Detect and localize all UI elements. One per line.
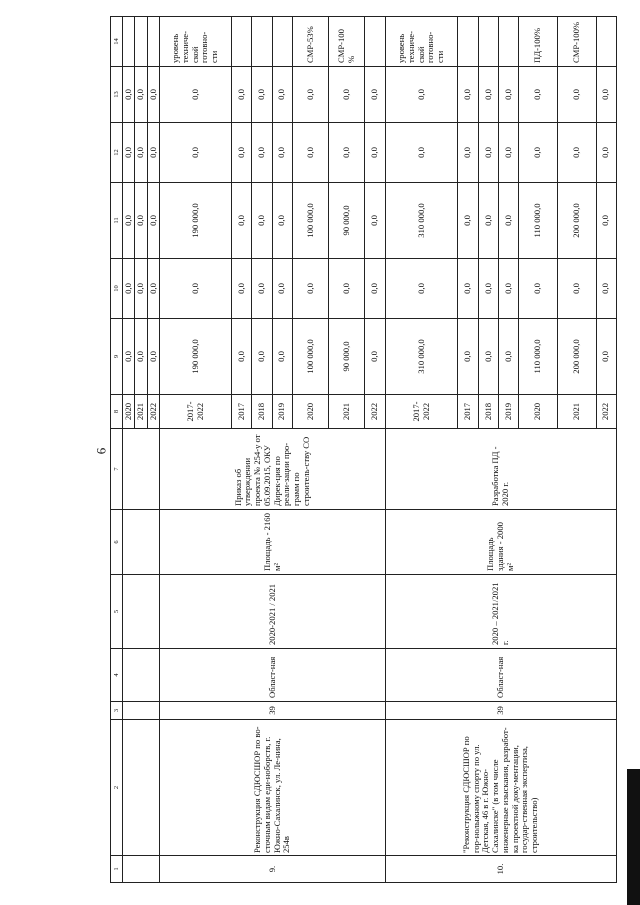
column-number: 12: [111, 123, 123, 183]
item-number: 10.: [385, 856, 616, 883]
year-cell: 2019: [499, 395, 519, 429]
value-cell: 0,0: [458, 183, 478, 259]
table-row: [385, 17, 458, 883]
scan-edge-mark: [627, 769, 640, 905]
value-cell: 0,0: [365, 123, 385, 183]
column-number: 5: [111, 575, 123, 649]
year-cell: 2017: [458, 395, 478, 429]
value-cell: 190 000,0: [160, 319, 231, 395]
item-number: 9.: [160, 856, 385, 883]
value-cell: 0,0: [557, 123, 596, 183]
item-code: 39: [385, 702, 616, 720]
note-cell: СМР-100%: [557, 17, 596, 67]
year-cell: 2018: [252, 395, 272, 429]
empty-cell: [123, 856, 160, 883]
value-cell: 0,0: [292, 67, 328, 123]
empty-cell: [123, 510, 160, 575]
value-cell: 0,0: [458, 259, 478, 319]
value-cell: 0,0: [272, 183, 292, 259]
year-cell: 2020: [292, 395, 328, 429]
value-cell: 0,0: [135, 183, 147, 259]
note-cell: [123, 17, 135, 67]
value-cell: 0,0: [231, 67, 251, 123]
value-cell: 0,0: [252, 319, 272, 395]
value-cell: 0,0: [160, 259, 231, 319]
value-cell: 0,0: [135, 67, 147, 123]
item-code: 39: [160, 702, 385, 720]
year-cell: 2022: [147, 395, 159, 429]
note-cell: [252, 17, 272, 67]
note-cell: [499, 17, 519, 67]
value-cell: 0,0: [160, 123, 231, 183]
value-cell: 0,0: [499, 183, 519, 259]
value-cell: 0,0: [123, 123, 135, 183]
value-cell: 0,0: [365, 259, 385, 319]
note-cell: [272, 17, 292, 67]
value-cell: 0,0: [596, 183, 617, 259]
value-cell: 0,0: [292, 123, 328, 183]
value-cell: 100 000,0: [292, 319, 328, 395]
value-cell: 0,0: [385, 259, 458, 319]
value-cell: 0,0: [478, 319, 498, 395]
value-cell: 0,0: [329, 67, 365, 123]
value-cell: 0,0: [499, 319, 519, 395]
value-cell: 0,0: [123, 183, 135, 259]
column-number: 6: [111, 510, 123, 575]
note-cell: ПД-100%: [519, 17, 558, 67]
value-cell: 90 000,0: [329, 319, 365, 395]
empty-cell: [123, 720, 160, 856]
value-cell: 0,0: [365, 183, 385, 259]
column-number: 2: [111, 720, 123, 856]
value-cell: 0,0: [231, 183, 251, 259]
note-cell: СМР-100 %: [329, 17, 365, 67]
value-cell: 0,0: [478, 259, 498, 319]
column-number-row: [111, 17, 123, 883]
note-cell: [135, 17, 147, 67]
value-cell: 0,0: [519, 67, 558, 123]
value-cell: 0,0: [272, 123, 292, 183]
value-cell: 0,0: [458, 67, 478, 123]
empty-cell: [123, 429, 160, 510]
value-cell: 0,0: [292, 259, 328, 319]
value-cell: 0,0: [147, 319, 159, 395]
value-cell: 0,0: [596, 319, 617, 395]
value-cell: 0,0: [365, 319, 385, 395]
value-cell: 0,0: [147, 259, 159, 319]
item-period: 2020 – 2021/2021 г.: [385, 575, 616, 649]
value-cell: 0,0: [478, 123, 498, 183]
item-capacity: Площадь здания - 2000 м²: [385, 510, 616, 575]
value-cell: 310 000,0: [385, 319, 458, 395]
value-cell: 0,0: [272, 67, 292, 123]
item-basis: Приказ об утверждении проекта № 254-у от 05.09.2015, ОКУ Дирек-ция по реали-зации про-грамм по строитель-ству СО: [160, 429, 385, 510]
value-cell: 200 000,0: [557, 183, 596, 259]
note-cell: [478, 17, 498, 67]
year-cell: 2017: [231, 395, 251, 429]
value-cell: 0,0: [519, 259, 558, 319]
value-cell: 0,0: [147, 183, 159, 259]
item-budget-level: Област-ная: [160, 649, 385, 702]
year-cell: 2020: [123, 395, 135, 429]
value-cell: 0,0: [160, 67, 231, 123]
column-number: 9: [111, 319, 123, 395]
value-cell: 0,0: [499, 67, 519, 123]
value-cell: 0,0: [385, 123, 458, 183]
year-cell: 2022: [596, 395, 617, 429]
value-cell: 0,0: [147, 67, 159, 123]
value-cell: 0,0: [231, 123, 251, 183]
note-cell: СМР-53%: [292, 17, 328, 67]
item-basis: Разработка ПД - 2020 г.: [385, 429, 616, 510]
item-period: 2020-2021 / 2021: [160, 575, 385, 649]
value-cell: 0,0: [272, 259, 292, 319]
value-cell: 0,0: [123, 319, 135, 395]
year-cell: 2018: [478, 395, 498, 429]
value-cell: 190 000,0: [160, 183, 231, 259]
item-name: [385, 720, 616, 856]
column-number: 7: [111, 429, 123, 510]
value-cell: 0,0: [135, 319, 147, 395]
item-name-part: Сахалинске" (в том числе инженерные изыскания, разработ-ка проектной доку-ментации, государ-ственная экспертиза, строительство): [490, 727, 539, 853]
table-row: [160, 17, 231, 883]
item-name-part: "Реконструкция СДЮСШОР по гор-нолыжному спорту по ул. Детская, 46 в г. Южно-: [461, 736, 491, 853]
year-cell: 2017-2022: [160, 395, 231, 429]
value-cell: 0,0: [252, 259, 272, 319]
column-number: 10: [111, 259, 123, 319]
value-cell: 0,0: [252, 67, 272, 123]
value-cell: 0,0: [252, 123, 272, 183]
value-cell: 0,0: [596, 123, 617, 183]
value-cell: 0,0: [231, 259, 251, 319]
value-cell: 0,0: [385, 67, 458, 123]
value-cell: 0,0: [458, 319, 478, 395]
empty-cell: [123, 649, 160, 702]
value-cell: 0,0: [123, 259, 135, 319]
item-capacity: Площадь - 2160 м²: [160, 510, 385, 575]
column-number: 14: [111, 17, 123, 67]
year-cell: 2021: [557, 395, 596, 429]
value-cell: 0,0: [557, 259, 596, 319]
year-cell: 2017-2022: [385, 395, 458, 429]
column-number: 11: [111, 183, 123, 259]
note-cell: [458, 17, 478, 67]
note-cell: уровень техниче-ской готовно-сти: [160, 17, 231, 67]
empty-cell: [123, 575, 160, 649]
value-cell: 0,0: [135, 259, 147, 319]
value-cell: 200 000,0: [557, 319, 596, 395]
rotated-table-sheet: [110, 17, 617, 883]
year-cell: 2021: [329, 395, 365, 429]
year-cell: 2019: [272, 395, 292, 429]
value-cell: 0,0: [135, 123, 147, 183]
value-cell: 0,0: [596, 259, 617, 319]
value-cell: 0,0: [557, 67, 596, 123]
year-cell: 2020: [519, 395, 558, 429]
value-cell: 0,0: [499, 123, 519, 183]
year-cell: 2022: [365, 395, 385, 429]
value-cell: 310 000,0: [385, 183, 458, 259]
column-number: 4: [111, 649, 123, 702]
value-cell: 0,0: [147, 123, 159, 183]
value-cell: 0,0: [272, 319, 292, 395]
value-cell: 0,0: [123, 67, 135, 123]
item-budget-level: Област-ная: [385, 649, 616, 702]
value-cell: 0,0: [519, 123, 558, 183]
value-cell: 90 000,0: [329, 183, 365, 259]
table-row: [123, 17, 135, 883]
item-name: Реконструкция СДЮСШОР по во-сточным видам еди-ноборств, г. Южно-Сахалинск, ул. Ле-нина, 254в: [160, 720, 385, 856]
column-number: 13: [111, 67, 123, 123]
value-cell: 110 000,0: [519, 319, 558, 395]
value-cell: 0,0: [329, 123, 365, 183]
column-number: 3: [111, 702, 123, 720]
empty-cell: [123, 702, 160, 720]
value-cell: 0,0: [499, 259, 519, 319]
value-cell: 0,0: [478, 67, 498, 123]
value-cell: 0,0: [252, 183, 272, 259]
note-cell: [365, 17, 385, 67]
value-cell: 0,0: [458, 123, 478, 183]
note-cell: уровень техниче-ской готовно-сти: [385, 17, 458, 67]
value-cell: 0,0: [478, 183, 498, 259]
note-cell: [147, 17, 159, 67]
year-cell: 2021: [135, 395, 147, 429]
program-table: [110, 16, 617, 883]
note-cell: [596, 17, 617, 67]
column-number: 1: [111, 856, 123, 883]
value-cell: 100 000,0: [292, 183, 328, 259]
value-cell: 0,0: [231, 319, 251, 395]
note-cell: [231, 17, 251, 67]
value-cell: 0,0: [365, 67, 385, 123]
page-number: 6: [93, 447, 109, 455]
value-cell: 0,0: [329, 259, 365, 319]
column-number: 8: [111, 395, 123, 429]
value-cell: 110 000,0: [519, 183, 558, 259]
value-cell: 0,0: [596, 67, 617, 123]
